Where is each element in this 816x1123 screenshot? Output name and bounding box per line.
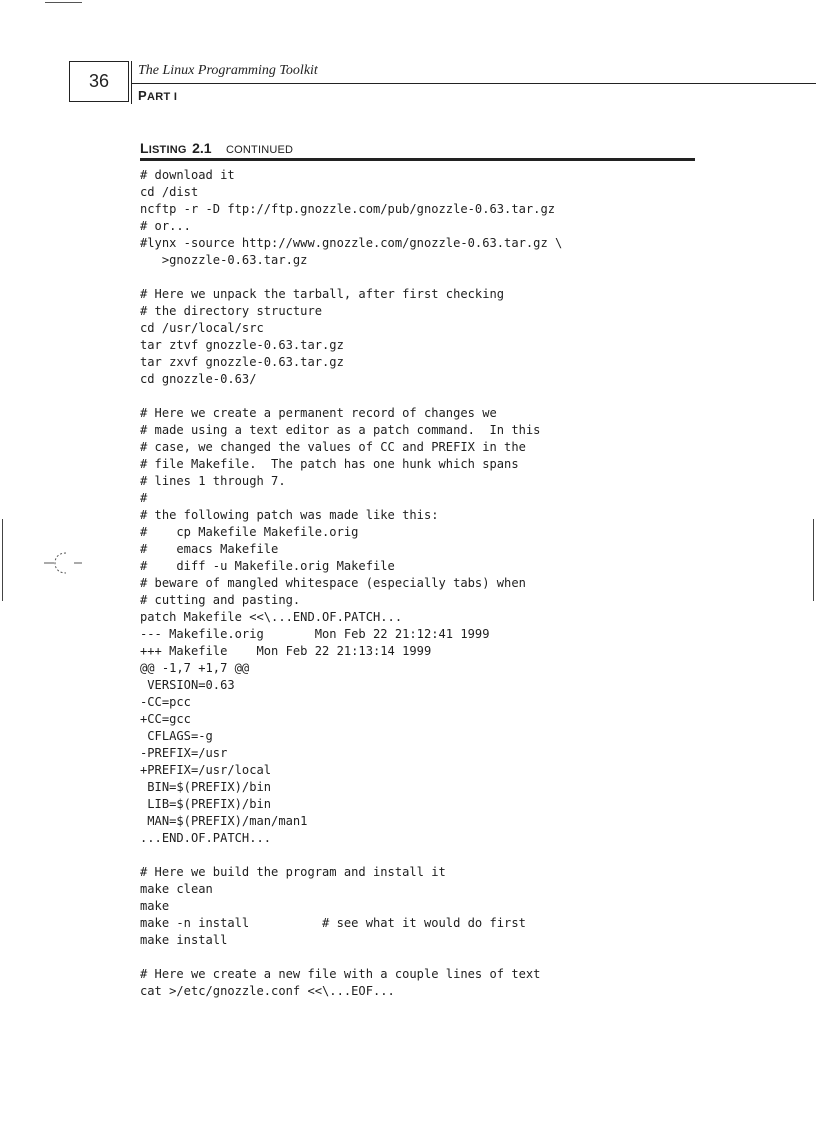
code-line: patch Makefile <<\...END.OF.PATCH... [140,610,403,624]
code-line [140,388,562,405]
listing-label-initial: L [140,140,149,156]
code-line: # the following patch was made like this: [140,508,439,522]
code-line: >gnozzle-0.63.tar.gz [140,253,308,267]
code-listing [140,167,562,1000]
code-line: # or... [140,219,191,233]
crop-mark-right [813,519,814,601]
registration-mark-icon [44,547,84,577]
crop-mark-left [2,519,3,601]
code-line: # made using a text editor as a patch command. In this [140,423,541,437]
code-line: make -n install # see what it would do first [140,916,526,930]
code-line [140,847,562,864]
code-line: CFLAGS=-g [140,729,213,743]
code-line: # diff -u Makefile.orig Makefile [140,559,395,573]
header-divider-horizontal [131,83,816,84]
code-line: +PREFIX=/usr/local [140,763,272,777]
code-line: # cp Makefile Makefile.orig [140,525,359,539]
code-line: # emacs Makefile [140,542,279,556]
code-line: # Here we create a new file with a couple lines of text [140,967,541,981]
code-line: # Here we create a permanent record of changes we [140,406,497,420]
code-line: +CC=gcc [140,712,191,726]
code-line: cat >/etc/gnozzle.conf <<\...EOF... [140,984,395,998]
code-line: make clean [140,882,213,896]
code-line: cd /dist [140,185,199,199]
page-number [69,61,129,102]
part-label [138,88,177,103]
listing-heading [140,140,293,158]
code-line: # file Makefile. The patch has one hunk which spans [140,457,519,471]
code-line: make install [140,933,228,947]
code-line: --- Makefile.orig Mon Feb 22 21:12:41 1999 [140,627,490,641]
part-label-rest: ART I [146,91,178,103]
code-line: VERSION=0.63 [140,678,235,692]
code-line: tar ztvf gnozzle-0.63.tar.gz [140,338,344,352]
code-line: # the directory structure [140,304,323,318]
listing-label-rest: ISTING [148,144,187,156]
code-line: @@ -1,7 +1,7 @@ [140,661,250,675]
part-label-initial: P [138,88,147,103]
code-line: -PREFIX=/usr [140,746,228,760]
code-line: # [140,491,148,505]
code-line: #lynx -source http://www.gnozzle.com/gnozzle-0.63.tar.gz \ [140,236,563,250]
code-line: ...END.OF.PATCH... [140,831,272,845]
code-line: # Here we unpack the tarball, after first checking [140,287,505,301]
code-line: # lines 1 through 7. [140,474,286,488]
code-line: tar zxvf gnozzle-0.63.tar.gz [140,355,344,369]
code-line: MAN=$(PREFIX)/man/man1 [140,814,308,828]
code-line: # download it [140,168,235,182]
code-line: # Here we build the program and install it [140,865,446,879]
code-line: +++ Makefile Mon Feb 22 21:13:14 1999 [140,644,432,658]
listing-number: 2.1 [192,140,212,156]
listing-label [140,140,187,156]
code-line [140,269,562,286]
code-line: BIN=$(PREFIX)/bin [140,780,272,794]
code-line: make [140,899,170,913]
code-line: # beware of mangled whitespace (especially tabs) when [140,576,526,590]
listing-rule [140,158,695,161]
running-title: The Linux Programming Toolkit [138,63,318,78]
code-line: -CC=pcc [140,695,191,709]
listing-continued: CONTINUED [226,144,294,156]
top-rule [45,2,82,3]
code-line: ncftp -r -D ftp://ftp.gnozzle.com/pub/gnozzle-0.63.tar.gz [140,202,556,216]
code-line [140,949,562,966]
code-line: cd /usr/local/src [140,321,264,335]
code-line: # cutting and pasting. [140,593,301,607]
code-line: # case, we changed the values of CC and PREFIX in the [140,440,526,454]
code-line: LIB=$(PREFIX)/bin [140,797,272,811]
page-number-text: 36 [88,71,110,91]
code-line: cd gnozzle-0.63/ [140,372,257,386]
